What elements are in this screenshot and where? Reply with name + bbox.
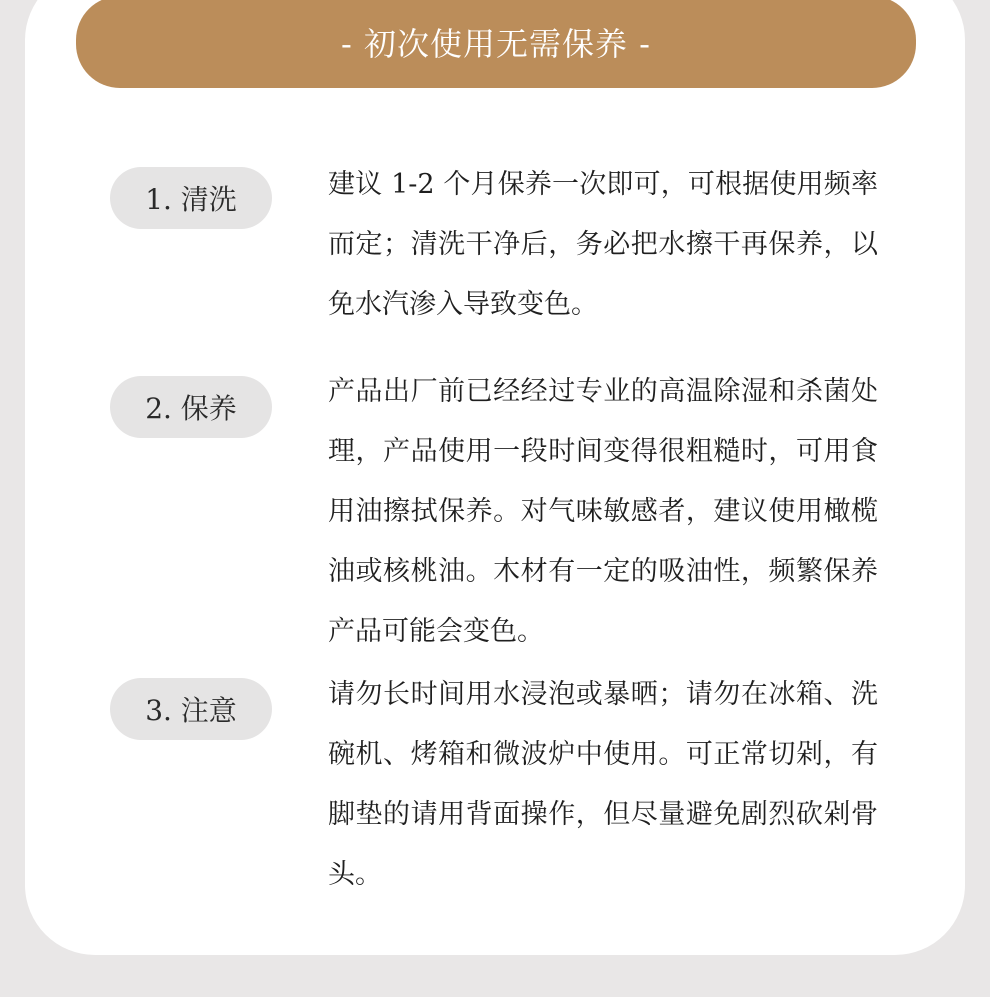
- section-label-pill: 2. 保养: [110, 376, 272, 438]
- header-title: - 初次使用无需保养 -: [341, 25, 651, 63]
- section-text: 产品出厂前已经经过专业的高温除湿和杀菌处理，产品使用一段时间变得很粗糙时，可用食用油擦拭保养。对气味敏感者，建议使用橄榄油或核桃油。木材有一定的吸油性，频繁保养产品可能会变色。: [328, 376, 878, 647]
- section-text: 建议 1-2 个月保养一次即可，可根据使用频率而定；清洗干净后，务必把水擦干再保养，以免水汽渗入导致变色。: [328, 169, 878, 320]
- header-banner: [76, 0, 916, 88]
- section-text: 请勿长时间用水浸泡或暴晒；请勿在冰箱、洗碗机、烤箱和微波炉中使用。可正常切剁，有脚垫的请用背面操作，但尽量避免剧烈砍剁骨头。: [328, 679, 878, 890]
- section-label-pill: 3. 注意: [110, 678, 272, 740]
- section-label-pill: 1. 清洗: [110, 167, 272, 229]
